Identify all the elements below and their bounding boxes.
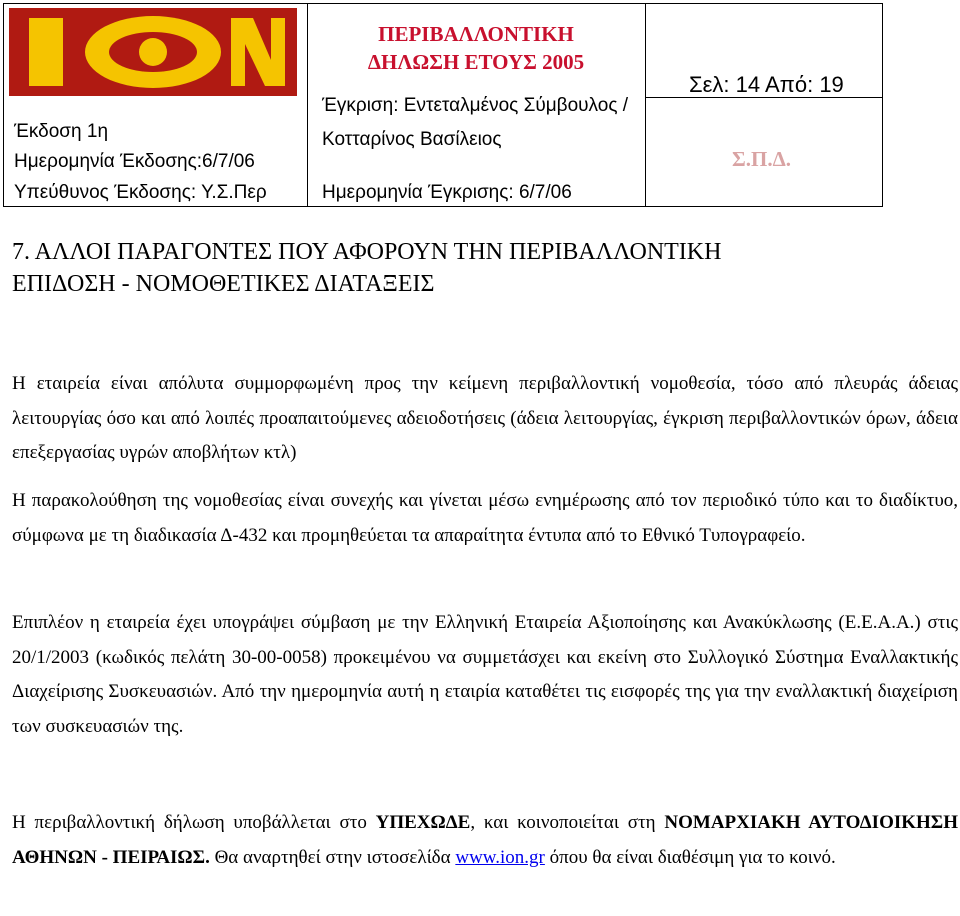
paragraph-submission [12, 806, 958, 875]
submission-text: Η περιβαλλοντική δήλωση υποβάλλεται στο [12, 812, 376, 833]
approval-date: Ημερομηνία Έγκρισης: 6/7/06 [322, 182, 572, 203]
document-title-line2: ΔΗΛΩΣΗ ΕΤΟΥΣ 2005 [367, 50, 585, 74]
header-divider [645, 4, 646, 206]
ministry-name: ΥΠΕΧΩΔΕ [375, 812, 471, 833]
section-heading [12, 236, 912, 300]
page-number: Σελ: 14 Από: 19 [689, 72, 844, 97]
issue-date: Ημερομηνία Έκδοσης:6/7/06 [14, 151, 255, 172]
document-title-line1: ΠΕΡΙΒΑΛΛΟΝΤΙΚΗ [378, 22, 574, 46]
issue-responsible: Υπεύθυνος Έκδοσης: Υ.Σ.Περ [14, 182, 267, 203]
paragraph-legislation-monitoring: Η παρακολούθηση της νομοθεσίας είναι συνεχής και γίνεται μέσω ενημέρωσης από τον περιοδικό τύπο και το διαδίκτυο, σύμφωνα με τη διαδικασία Δ-432 και προμηθεύεται τα απαραίτητα έντυπα από το Εθνικό Τυπογραφείο. [12, 490, 958, 546]
paragraph-compliance: Η εταιρεία είναι απόλυτα συμμορφωμένη προς την κείμενη περιβαλλοντική νομοθεσία, τόσο από πλευράς άδειας λειτουργίας όσο και από λοιπές προαπαιτούμενες αδειοδοτήσεις (άδεια λειτουργίας, έγκριση περιβαλλοντικών όρων, άδεια επεξεργασίας υγρών αποβλήτων κτλ) [12, 373, 958, 464]
submission-text: Θα αναρτηθεί στην ιστοσελίδα [209, 846, 456, 868]
prefecture-name: ΝΟΜΑΡΧΙΑΚΗ ΑΥΤΟΔΙΟΙΚΗΣΗ ΑΘΗΝΩΝ - ΠΕΙΡΑΙΩΣ. [12, 812, 958, 868]
ion-logo [9, 8, 297, 96]
paragraph-recycling-contract: Επιπλέον η εταιρεία έχει υπογράψει σύμβαση με την Ελληνική Εταιρεία Αξιοποίησης και Ανακύκλωσης (Ε.Ε.Α.Α.) στις 20/1/2003 (κωδικός πελάτη 30-00-0058) προκειμένου να συμμετάσχει και εκείνη στο Συλλογικό Σύστημα Εναλλακτικής Διαχείρισης Συσκευασιών. Από την ημερομηνία αυτή η εταιρία καταθέτει τις εισφορές της για την εναλλακτική διαχείριση των συσκευασιών της. [12, 612, 958, 738]
approval-label: Έγκριση: Εντεταλμένος Σύμβουλος / [322, 95, 629, 116]
document-header [3, 3, 883, 207]
website-link[interactable]: www.ion.gr [455, 846, 545, 868]
spd-mark: Σ.Π.Δ. [732, 147, 791, 171]
issue-number: Έκδοση 1η [14, 121, 109, 142]
approver-name: Κοτταρίνος Βασίλειος [322, 129, 502, 150]
section-heading-line2: ΕΠΙΔΟΣΗ - ΝΟΜΟΘΕΤΙΚΕΣ ΔΙΑΤΑΞΕΙΣ [12, 271, 435, 297]
submission-text: όπου θα είναι διαθέσιμη για το κοινό. [544, 846, 836, 868]
submission-text: , και κοινοποιείται στη [470, 812, 665, 833]
section-heading-line1: 7. ΑΛΛΟΙ ΠΑΡΑΓΟΝΤΕΣ ΠΟΥ ΑΦΟΡΟΥΝ ΤΗΝ ΠΕΡΙΒΑΛΛΟΝΤΙΚΗ [12, 239, 722, 265]
